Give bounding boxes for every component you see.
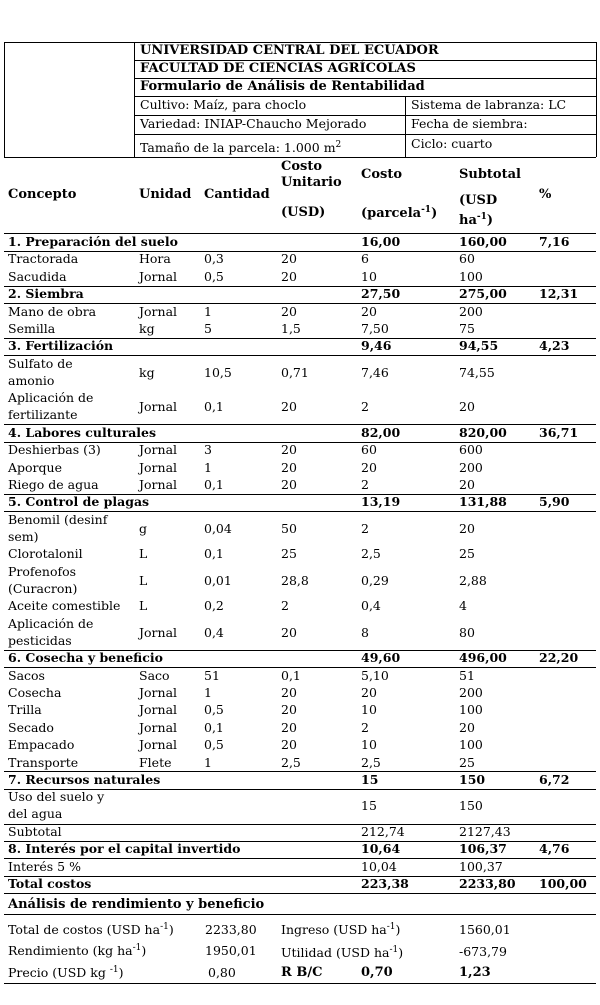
item-costo: 2 <box>361 399 369 415</box>
item-costo: 20 <box>361 303 377 319</box>
item-concepto: Aplicación de <box>8 390 94 406</box>
item-cantidad: 0,1 <box>204 477 224 492</box>
item-unidad: Jornal <box>139 303 178 319</box>
item-cantidad: 3 <box>204 442 212 458</box>
item-cantidad: 0,2 <box>204 598 224 614</box>
col-unidad: Unidad <box>139 187 192 202</box>
item-subtotal: 20 <box>459 520 475 536</box>
section-costo: 82,00 <box>361 424 401 440</box>
col-concepto: Concepto <box>8 187 77 202</box>
item-unidad: Jornal <box>139 442 178 458</box>
item-concepto-line2: (Curacron) <box>8 580 78 596</box>
item-concepto: Tractorada <box>8 251 79 267</box>
item-concepto: Cosecha <box>8 684 62 700</box>
section-subtotal: 275,00 <box>459 286 507 302</box>
item-concepto: Semilla <box>8 321 56 336</box>
section-costo: 49,60 <box>361 650 401 666</box>
precio-label: Precio (USD kg $^{-1}$) <box>8 965 124 980</box>
section-pct: 6,72 <box>539 771 570 787</box>
total-label: Total costos <box>8 876 92 891</box>
item-cantidad: 0,5 <box>204 702 224 718</box>
cultivo-field: Cultivo: Maíz, para choclo <box>140 97 307 112</box>
section-pct: 12,31 <box>539 286 579 302</box>
ingreso-label: Ingreso (USD $ha^{-1}$) <box>281 922 401 937</box>
item-costo: 15 <box>361 798 377 814</box>
item-concepto: Riego de agua <box>8 477 99 492</box>
item-costo: 7,50 <box>361 321 389 336</box>
item-subtotal: 2127,43 <box>459 823 511 839</box>
item-concepto: Secado <box>8 719 54 735</box>
item-costo: 10 <box>361 268 377 284</box>
item-unidad: Jornal <box>139 624 178 640</box>
item-unidad: Jornal <box>139 719 178 735</box>
item-cantidad: 0,1 <box>204 399 224 415</box>
item-unidad: Jornal <box>139 268 178 284</box>
item-concepto: Empacado <box>8 737 75 753</box>
item-unidad: L <box>139 598 148 614</box>
item-unidad: Jornal <box>139 399 178 415</box>
item-subtotal: 200 <box>459 459 483 475</box>
col-subtotal-1: Subtotal <box>459 167 521 182</box>
item-concepto-line2: del agua <box>8 806 63 822</box>
item-costo-unitario: 20 <box>281 719 297 735</box>
item-subtotal: 25 <box>459 754 475 770</box>
total-costos-label: Total de costos (USD $ha^{-1}$) <box>8 922 174 937</box>
section-subtotal: 94,55 <box>459 338 499 354</box>
item-unidad: Jornal <box>139 684 178 700</box>
col-costo-unitario-2: Unitario <box>281 175 342 190</box>
item-costo: 20 <box>361 459 377 475</box>
item-costo: 0,29 <box>361 572 389 588</box>
item-concepto: Profenofos <box>8 563 77 579</box>
item-concepto-line2: fertilizante <box>8 407 78 423</box>
ingreso-value: 1560,01 <box>459 922 511 937</box>
item-cantidad: 10,5 <box>204 364 232 380</box>
section-costo: 16,00 <box>361 234 401 249</box>
section-title: 7. Recursos naturales <box>8 771 161 787</box>
item-costo-unitario: 2,5 <box>281 754 301 770</box>
item-costo-unitario: 20 <box>281 442 297 458</box>
total-subtotal: 2233,80 <box>459 876 516 891</box>
item-costo-unitario: 20 <box>281 684 297 700</box>
item-concepto: Trilla <box>8 702 42 718</box>
item-unidad: g <box>139 520 148 536</box>
item-costo: 2 <box>361 719 369 735</box>
section-title: 3. Fertilización <box>8 338 114 354</box>
item-costo-unitario: 2 <box>281 598 289 614</box>
item-unidad: L <box>139 546 148 562</box>
item-unidad: Saco <box>139 667 170 683</box>
item-cantidad: 1 <box>204 459 212 475</box>
item-subtotal: 20 <box>459 719 475 735</box>
col-cantidad: Cantidad <box>204 187 270 202</box>
rendimiento-label: Rendimiento (kg $ha^{-1}$) <box>8 943 147 958</box>
item-cantidad: 0,5 <box>204 268 224 284</box>
item-costo-unitario: 1,5 <box>281 321 301 336</box>
item-concepto: Aceite comestible <box>8 598 121 614</box>
item-concepto: Transporte <box>8 754 79 770</box>
item-costo-unitario: 20 <box>281 737 297 753</box>
section-pct: 36,71 <box>539 424 579 440</box>
item-costo-unitario: 20 <box>281 303 297 319</box>
item-costo: 10,04 <box>361 858 397 874</box>
section-subtotal: 131,88 <box>459 494 507 510</box>
item-subtotal: 600 <box>459 442 483 458</box>
section-title: 6. Cosecha y beneficio <box>8 650 163 666</box>
item-subtotal: 80 <box>459 624 475 640</box>
item-subtotal: 150 <box>459 798 483 814</box>
item-concepto-line2: sem) <box>8 528 39 544</box>
section-title: 8. Interés por el capital invertido <box>8 841 241 857</box>
item-costo: 7,46 <box>361 364 389 380</box>
section-pct: 5,90 <box>539 494 570 510</box>
item-costo: 0,4 <box>361 598 381 614</box>
sistema-labranza-field: Sistema de labranza: LC <box>411 97 567 112</box>
item-unidad: kg <box>139 321 155 336</box>
item-cantidad: 0,4 <box>204 624 224 640</box>
item-subtotal: 75 <box>459 321 475 336</box>
precio-value: 0,80 <box>208 965 236 980</box>
item-costo-unitario: 0,1 <box>281 667 301 683</box>
item-concepto: Interés 5 % <box>8 858 81 874</box>
item-concepto: Clorotalonil <box>8 546 83 562</box>
section-costo: 10,64 <box>361 841 401 857</box>
item-concepto: Benomil (desinf <box>8 511 108 527</box>
item-subtotal: 74,55 <box>459 364 495 380</box>
item-cantidad: 1 <box>204 303 212 319</box>
item-costo: 2,5 <box>361 546 381 562</box>
section-title: 1. Preparación del suelo <box>8 234 178 249</box>
rbc-value-1: 0,70 <box>361 965 393 980</box>
faculty-name: FACULTAD DE CIENCIAS AGRÍCOLAS <box>140 61 416 76</box>
section-pct: 4,23 <box>539 338 570 354</box>
item-costo-unitario: 20 <box>281 459 297 475</box>
item-costo-unitario: 20 <box>281 702 297 718</box>
item-cantidad: 1 <box>204 684 212 700</box>
col-costo-1: Costo <box>361 167 403 182</box>
item-cantidad: 0,04 <box>204 520 232 536</box>
item-concepto: Sacos <box>8 667 45 683</box>
utilidad-value: -673,79 <box>459 944 507 959</box>
item-subtotal: 100 <box>459 702 483 718</box>
col-subtotal-2: (USD <box>459 193 498 208</box>
item-costo-unitario: 0,71 <box>281 364 309 380</box>
item-costo-unitario: 20 <box>281 399 297 415</box>
item-costo-unitario: 28,8 <box>281 572 309 588</box>
item-subtotal: 4 <box>459 598 467 614</box>
col-subtotal-3: $ha^{-1}$) <box>459 212 494 228</box>
tamano-parcela-field: Tamaño de la parcela: 1.000 $m^2$ <box>140 140 342 155</box>
item-unidad: L <box>139 572 148 588</box>
item-subtotal: 100 <box>459 268 483 284</box>
item-cantidad: 0,3 <box>204 251 224 267</box>
item-subtotal: 100 <box>459 737 483 753</box>
col-costo-unitario-1: Costo <box>281 159 323 174</box>
section-title: 4. Labores culturales <box>8 424 157 440</box>
item-costo: 8 <box>361 624 369 640</box>
item-unidad: Jornal <box>139 477 178 492</box>
item-subtotal: 200 <box>459 684 483 700</box>
section-costo: 27,50 <box>361 286 401 302</box>
item-subtotal: 25 <box>459 546 475 562</box>
section-pct: 7,16 <box>539 234 570 249</box>
item-concepto: Subtotal <box>8 823 62 839</box>
section-pct: 22,20 <box>539 650 579 666</box>
item-costo: 2 <box>361 520 369 536</box>
total-pct: 100,00 <box>539 876 587 891</box>
item-costo-unitario: 20 <box>281 251 297 267</box>
institution-name: UNIVERSIDAD CENTRAL DEL ECUADOR <box>140 43 439 58</box>
section-subtotal: 106,37 <box>459 841 507 857</box>
item-costo: 5,10 <box>361 667 389 683</box>
col-costo-unitario-3: (USD) <box>281 205 326 220</box>
item-costo: 10 <box>361 737 377 753</box>
item-cantidad: 0,01 <box>204 572 232 588</box>
item-subtotal: 20 <box>459 477 475 492</box>
utilidad-label: Utilidad (USD $ha^{-1}$) <box>281 945 404 960</box>
item-subtotal: 20 <box>459 399 475 415</box>
rendimiento-value: 1950,01 <box>205 943 257 958</box>
item-concepto-line2: amonio <box>8 372 55 388</box>
section-subtotal: 820,00 <box>459 424 507 440</box>
section-subtotal: 160,00 <box>459 234 507 249</box>
item-subtotal: 100,37 <box>459 858 503 874</box>
item-concepto: Aporque <box>8 459 62 475</box>
section-costo: 13,19 <box>361 494 401 510</box>
col-costo-2: (parcela$^{-1}$) <box>361 205 438 221</box>
item-costo-unitario: 20 <box>281 477 297 492</box>
ciclo-field: Ciclo: cuarto <box>411 136 493 151</box>
fecha-siembra-field: Fecha de siembra: <box>411 116 528 131</box>
section-costo: 9,46 <box>361 338 392 354</box>
item-unidad: Jornal <box>139 702 178 718</box>
rbc-label: R B/C <box>281 965 323 980</box>
section-costo: 15 <box>361 771 379 787</box>
item-cantidad: 1 <box>204 754 212 770</box>
item-subtotal: 60 <box>459 251 475 267</box>
item-cantidad: 0,1 <box>204 719 224 735</box>
variedad-field: Variedad: INIAP-Chaucho Mejorado <box>140 116 367 131</box>
col-pct: % <box>539 187 552 202</box>
item-concepto: Aplicación de <box>8 615 94 631</box>
item-unidad: Jornal <box>139 459 178 475</box>
section-subtotal: 150 <box>459 771 486 787</box>
item-costo: 6 <box>361 251 369 267</box>
item-unidad: Flete <box>139 754 172 770</box>
item-subtotal: 51 <box>459 667 475 683</box>
item-costo: 212,74 <box>361 823 405 839</box>
item-cantidad: 0,1 <box>204 546 224 562</box>
item-unidad: Jornal <box>139 737 178 753</box>
section-title: 2. Siembra <box>8 286 84 302</box>
analysis-title: Análisis de rendimiento y beneficio <box>8 897 265 912</box>
item-cantidad: 51 <box>204 667 220 683</box>
section-pct: 4,76 <box>539 841 570 857</box>
item-concepto: Uso del suelo y <box>8 789 105 805</box>
item-subtotal: 200 <box>459 303 483 319</box>
total-costos-value: 2233,80 <box>205 922 257 937</box>
item-costo: 60 <box>361 442 377 458</box>
item-concepto: Mano de obra <box>8 303 97 319</box>
item-concepto-line2: pesticidas <box>8 632 72 648</box>
item-costo-unitario: 50 <box>281 520 297 536</box>
rbc-value-2: 1,23 <box>459 965 491 980</box>
item-costo: 2 <box>361 477 369 492</box>
item-cantidad: 0,5 <box>204 737 224 753</box>
item-unidad: Hora <box>139 251 171 267</box>
item-subtotal: 2,88 <box>459 572 487 588</box>
item-concepto: Deshierbas (3) <box>8 442 101 458</box>
item-concepto: Sacudida <box>8 268 67 284</box>
item-costo: 10 <box>361 702 377 718</box>
item-costo-unitario: 20 <box>281 268 297 284</box>
item-unidad: kg <box>139 364 155 380</box>
item-cantidad: 5 <box>204 321 212 336</box>
form-title: Formulario de Análisis de Rentabilidad <box>140 79 425 94</box>
item-concepto: Sulfato de <box>8 355 73 371</box>
item-costo-unitario: 25 <box>281 546 297 562</box>
total-costo: 223,38 <box>361 876 409 891</box>
section-subtotal: 496,00 <box>459 650 507 666</box>
section-title: 5. Control de plagas <box>8 494 150 510</box>
item-costo-unitario: 20 <box>281 624 297 640</box>
item-costo: 2,5 <box>361 754 381 770</box>
item-costo: 20 <box>361 684 377 700</box>
